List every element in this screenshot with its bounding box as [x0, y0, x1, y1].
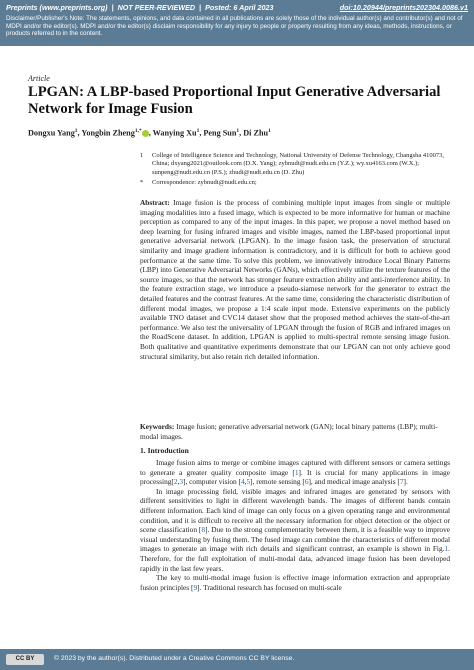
keywords-label: Keywords: — [140, 422, 175, 431]
citation-link[interactable]: 1 — [294, 467, 299, 477]
paragraph — [140, 458, 450, 487]
citation-link[interactable]: 6 — [304, 477, 309, 487]
keywords — [140, 422, 450, 441]
affiliation-number: 1 — [140, 152, 144, 159]
introduction-body — [140, 458, 450, 592]
figure-link[interactable]: 1 — [444, 544, 449, 554]
citation-link[interactable]: 2 — [173, 477, 178, 487]
license-link[interactable]: Creative Commons CC BY — [188, 655, 270, 662]
affiliation-mark: 1 — [236, 128, 240, 134]
author-name: Di Zhu — [243, 128, 269, 138]
citation-link[interactable]: 3 — [179, 477, 184, 487]
correspondence-mark: * — [140, 178, 144, 186]
cc-license-icon[interactable]: CC BY — [6, 654, 44, 665]
posted-date: Posted: 6 April 2023 — [205, 3, 274, 12]
affiliation-item — [140, 179, 450, 187]
citation-link[interactable]: 5 — [246, 477, 251, 487]
abstract — [140, 198, 450, 361]
citation-link[interactable]: 8 — [201, 525, 206, 535]
text-run: . Therefore, for the full exploitation of multi-modal data, advanced image fusion has been developed rapidly in the last few years. — [140, 544, 450, 573]
license-footer — [0, 649, 474, 670]
text-run: ]. Traditional research has focused on multi-scale — [197, 582, 342, 592]
text-run: The key to multi-modal image fusion is effective image information extraction and appropriate fusion principles [ — [140, 573, 450, 592]
text-run: ], computer vision [ — [183, 477, 241, 487]
banner-left: Preprints (www.preprints.org) | NOT PEER-REVIEWED | Posted: 6 April 2023 — [6, 3, 274, 12]
author-name: Yongbin Zheng — [81, 128, 135, 138]
paragraph — [140, 573, 450, 592]
citation-link[interactable]: 4 — [240, 477, 245, 487]
banner-info-row — [6, 3, 468, 14]
preprint-banner — [0, 0, 474, 46]
text-run: ]. — [403, 477, 408, 487]
affiliation-mark: 1 — [74, 128, 78, 134]
paragraph — [140, 487, 450, 573]
site-link[interactable]: Preprints (www.preprints.org) — [6, 3, 108, 12]
citation-link[interactable]: 7 — [399, 477, 404, 487]
section-heading: 1. Introduction — [140, 446, 189, 455]
citation-link[interactable]: 9 — [193, 582, 198, 592]
text-run: license. — [269, 655, 295, 662]
publisher-disclaimer: Disclaimer/Publisher's Note: The statements, opinions, and data contained in all publications are solely those of the individual author(s) and contributor(s) and not of MDPI and/or the editor(s). MDPI and/or the editor(s) disclaim responsibility for any injury to people or property resulting from any ideas, methods, instructions, or products referred to in the content. — [6, 15, 463, 38]
paper-title: LPGAN: A LBP-based Proportional Input Generative Adversarial Network for Image Fusion — [28, 84, 441, 117]
abstract-label: Abstract: — [140, 198, 170, 207]
abstract-text: Image fusion is the process of combining multiple input images from single or multiple imaging modalities into a fused image, which is expected to be more informative for human or machine perception as compared to any of the input images. In this paper, we propose a novel method based on deep learning for fusing infrared images and visible images, named the LBP-based proportional input generative adversarial network (LPGAN). In the image fusion task, the preservation of structural similarity and image gradient information is contradictory, and it is difficult for both to achieve good performance at the same time. To solve this problem, we innovatively introduce Local Binary Patterns (LBP) into Generative Adversarial Networks (GANs), which effectively utilize the texture features of the source images, so that the network has stronger feature extraction ability and anti-interference ability. In the feature extraction stage, we introduce a pseudo-siamese network for the generator to extract the detailed features and the contrast features. At the same time, considering the characteristic distribution of different modal images, we propose a 1:4 scale input mode. Extensive experiments on the publicly available TNO dataset and CVC14 dataset show that the proposed method achieves the state-of-the-art performance. We also test the universality of LPGAN through the fusion of RGB and infrared images on the RoadScene dataset. In addition, LPGAN is applied to multi-spectral remote sensing image fusion. Both qualitative and quantitative experiments demonstrate that our LPGAN can not only achieve good structural similarity, but also retain rich detailed information. — [140, 198, 450, 361]
keywords-text: Image fusion; generative adversarial network (GAN); local binary patterns (LBP); multi-modal images. — [140, 422, 438, 441]
affiliation-mark: 1,* — [134, 128, 142, 134]
correspondence-text: Correspondence: zybnudt@nudt.edu.cn; — [152, 178, 257, 186]
affiliation-mark: 1 — [196, 128, 200, 134]
peer-review-status: NOT PEER-REVIEWED — [117, 3, 196, 12]
author-list: Dongxu Yang$^1$, Yongbin Zheng$^{1,*}$ , Wanying Xu$^1$, Peng Sun$^1$, Di Zhu$^1$ — [28, 128, 271, 138]
orcid-icon[interactable] — [142, 130, 149, 137]
affiliation-item — [140, 152, 450, 177]
text-run: In image processing field, visible images and infrared images are generated by sensors with different sensitivities to light in different wavelength bands. The images of different bands contain different information. Each kind of image can only focus on a given operating range and environmental condition, and it is difficult to receive all the necessary information for object detection or the object or scene classification [ — [140, 486, 450, 535]
text-run: ], and medical image analysis [ — [308, 477, 400, 487]
text-run: Image fusion aims to merge or combine images captured with different sensors or camera settings to generate a greater quality composite image [ — [140, 458, 450, 477]
text-run: © 2023 by the author(s). Distributed under a — [54, 655, 189, 662]
doi-link[interactable]: doi:10.20944/preprints202304.0086.v1 — [339, 3, 468, 12]
affiliation-text: College of Intelligence Science and Technology, National University of Defense Technology, Changsha 410073, China; dxyang2021@outlook.com (D.X. Yang); zybnudt@nudt.edu.cn (Y.Z.); wy.xu4163.com (W.X.); sunpeng@nudt.edu.cn (P.S.); zhudi@nudt.edu.cn (D. Zhu) — [152, 152, 445, 176]
author-name: Wanying Xu — [152, 128, 197, 138]
text-run: ]. Due to the strong complementarity between them, it is a feasible way to improve visual understanding by fusing them. The fused image can combine the characteristics of different modal images to generate an image with rich details and significant contrast, an example is shown in Fig. — [140, 525, 451, 554]
author-name: Dongxu Yang — [28, 128, 75, 138]
license-text — [54, 655, 294, 662]
text-run: , — [177, 477, 180, 487]
affiliation-mark: 1 — [268, 128, 271, 134]
article-type-label: Article — [28, 74, 50, 83]
text-run: , — [244, 477, 247, 487]
affiliations — [140, 152, 450, 187]
text-run: ]. It is crucial for many applications in image processing[ — [140, 467, 450, 487]
author-name: Peng Sun — [203, 128, 237, 138]
text-run: ], remote sensing [ — [250, 477, 305, 487]
